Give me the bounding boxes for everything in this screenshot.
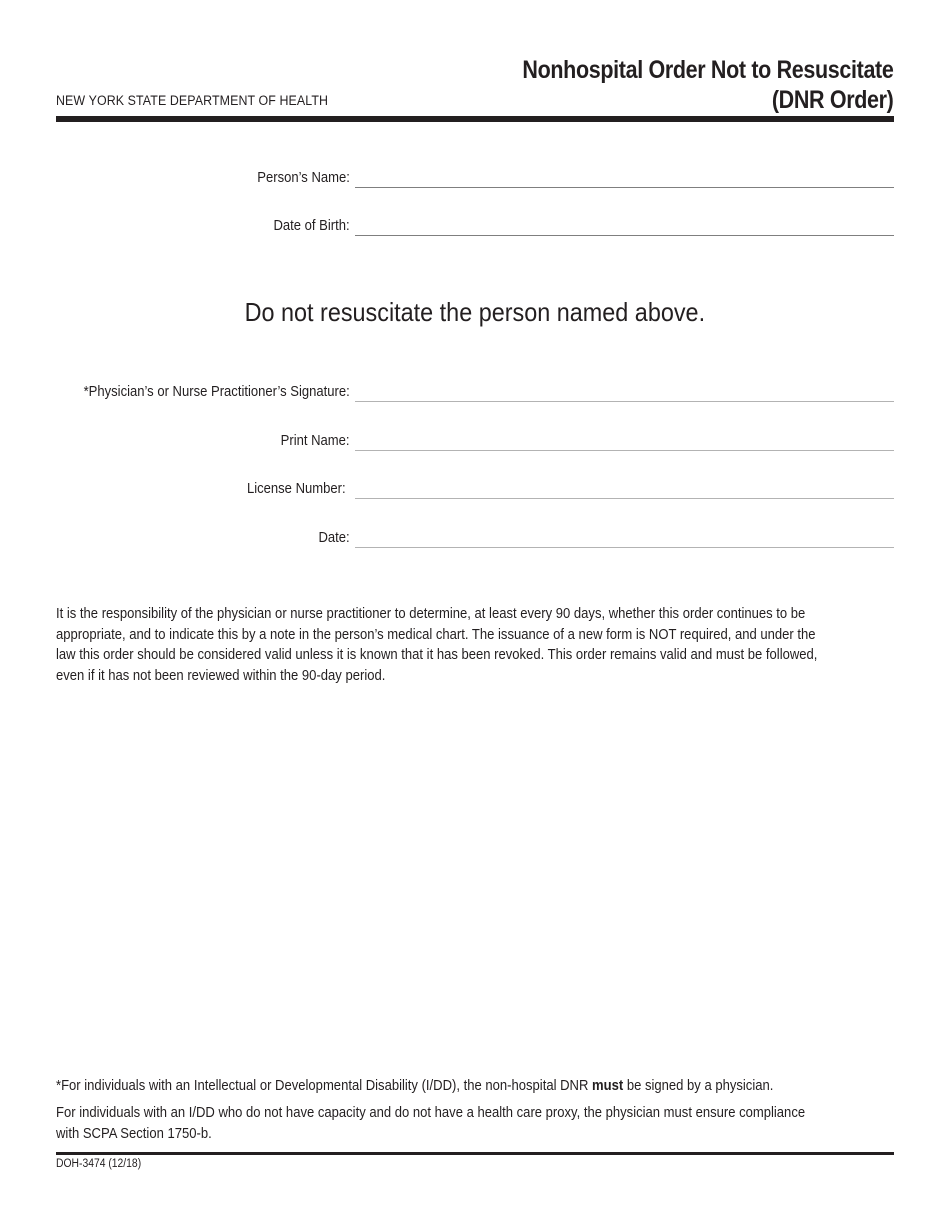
form-title <box>522 55 893 115</box>
signature-field[interactable] <box>0 384 950 406</box>
paragraph-line: It is the responsibility of the physician or nurse practitioner to determine, at least every 90 days, whether this order continues to be <box>56 606 806 622</box>
license-number-field[interactable] <box>0 481 950 503</box>
idd-footnote-text: *For individuals with an Intellectual or Developmental Disability (I/DD), the non-hospital DNR <box>56 1078 593 1094</box>
print-name-label: Print Name: <box>281 433 350 449</box>
print-name-input-line[interactable] <box>355 450 894 451</box>
person-name-field[interactable] <box>0 170 950 192</box>
date-input-line[interactable] <box>355 547 894 548</box>
license-number-label: License Number: <box>247 481 346 497</box>
print-name-field[interactable] <box>0 433 950 455</box>
form-number: DOH-3474 (12/18) <box>56 1158 142 1170</box>
scpa-footnote-line: For individuals with an I/DD who do not have capacity and do not have a health care proxy, the physician must ensure compliance <box>56 1105 806 1121</box>
person-name-input-line[interactable] <box>355 187 894 188</box>
form-title-line-2: (DNR Order) <box>771 86 893 114</box>
person-name-label: Person’s Name: <box>257 170 350 186</box>
form-title-line-1: Nonhospital Order Not to Resuscitate <box>521 56 893 84</box>
header-rule <box>56 116 894 122</box>
dnr-instruction-text: Do not resuscitate the person named above. <box>244 297 706 327</box>
idd-footnote-emphasis: must <box>592 1078 624 1094</box>
dnr-instruction-headline <box>0 297 950 328</box>
paragraph-line: law this order should be considered valid unless it is known that it has been revoked. This order remains valid and must be followed, <box>56 647 818 664</box>
scpa-footnote <box>56 1103 888 1144</box>
responsibility-paragraph <box>56 604 894 687</box>
date-of-birth-field[interactable] <box>0 218 950 240</box>
paragraph-line: appropriate, and to indicate this by a note in the person’s medical chart. The issuance of a new form is NOT required, and under the <box>56 626 816 643</box>
date-of-birth-input-line[interactable] <box>355 235 894 236</box>
scpa-footnote-line: with SCPA Section 1750-b. <box>56 1125 212 1142</box>
paragraph-line: even if it has not been reviewed within the 90-day period. <box>56 668 386 685</box>
agency-name: NEW YORK STATE DEPARTMENT OF HEALTH <box>56 93 329 108</box>
signature-label: *Physician’s or Nurse Practitioner’s Signature: <box>83 384 350 400</box>
date-label: Date: <box>318 530 350 546</box>
footer-rule <box>56 1152 894 1155</box>
idd-footnote <box>56 1078 773 1094</box>
signature-input-line[interactable] <box>355 401 894 402</box>
date-field[interactable] <box>0 530 950 552</box>
idd-footnote-text-end: be signed by a physician. <box>623 1078 774 1094</box>
license-number-input-line[interactable] <box>355 498 894 499</box>
date-of-birth-label: Date of Birth: <box>273 218 350 234</box>
